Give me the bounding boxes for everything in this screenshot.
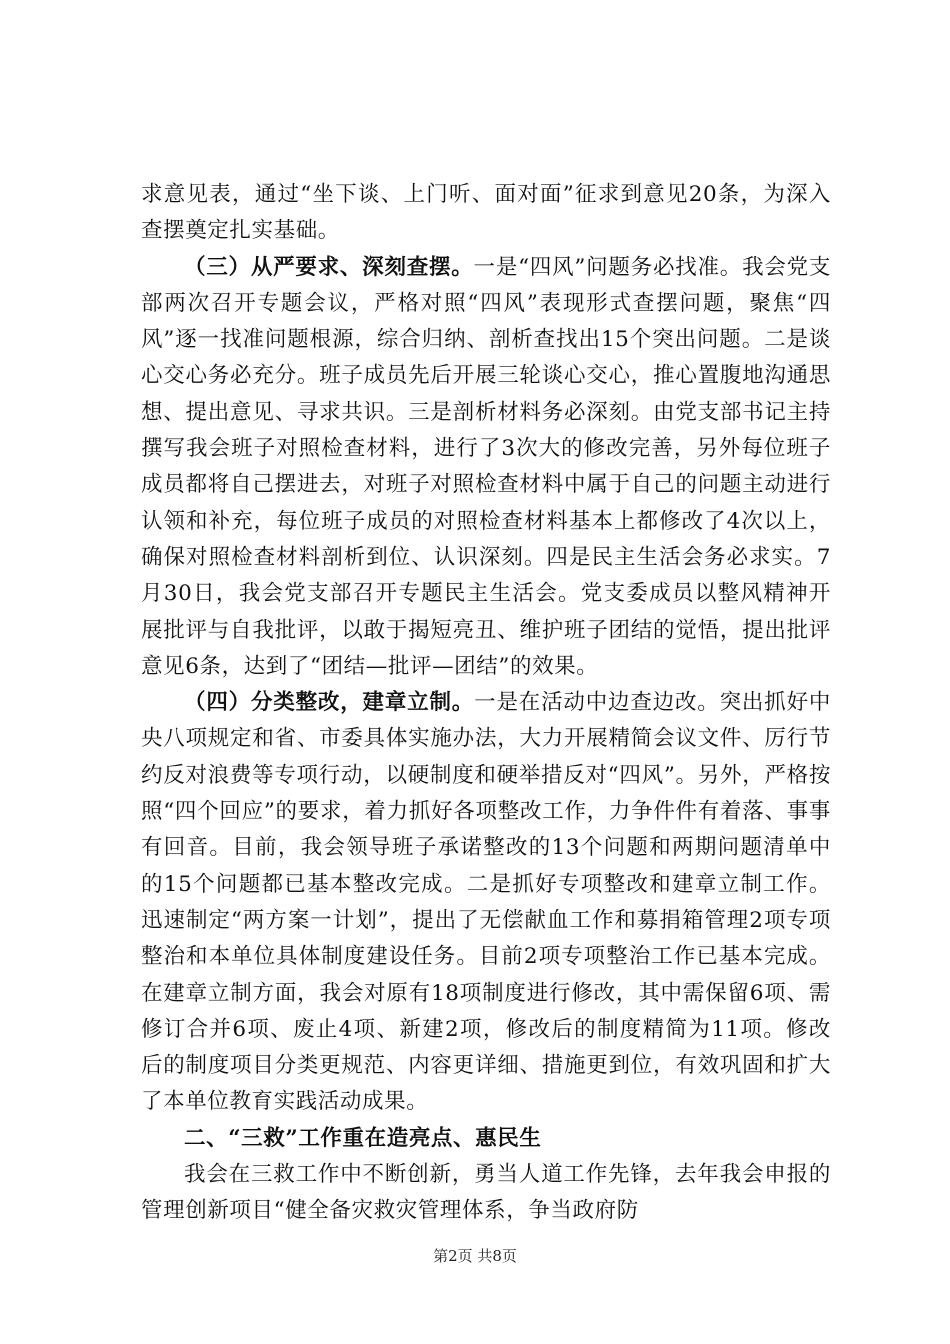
paragraph-continuation: [141, 177, 831, 250]
paragraph-text: 一是在活动中边查边改。突出抓好中央八项规定和省、市委具体实施办法，大力开展精简会议文件、厉行节约反对浪费等专项行动，以硬制度和硬举措反对“四风”。另外，严格按照“四个回应”的要求，着力抓好各项整改工作，力争件件有着落、事事有回音。目前，我会领导班子承诺整改的13个问题和两期问题清单中的15个问题都已基本整改完成。二是抓好专项整改和建章立制工作。迅速制定“两方案一计划”，提出了无偿献血工作和募捐箱管理2项专项整治和本单位具体制度建设任务。目前2项专项整治工作已基本完成。在建章立制方面，我会对原有18项制度进行修改，其中需保留6项、需修订合并6项、废止4项、新建2项，修改后的制度精简为11项。修改后的制度项目分类更规范、内容更详细、措施更到位，有效巩固和扩大了本单位教育实践活动成果。: [141, 690, 831, 1115]
paragraph-section-4: [141, 685, 831, 1121]
section-heading: （四）分类整改，建章立制。: [184, 690, 475, 716]
paragraph-text: 求意见表，通过“坐下谈、上门听、面对面”征求到意见20条，为深入查摆奠定扎实基础。: [141, 182, 831, 244]
paragraph-chapter-2-intro: [141, 1157, 831, 1230]
section-heading: （三）从严要求、深刻查摆。: [184, 254, 474, 280]
chapter-heading: [141, 1121, 831, 1157]
document-body: [141, 177, 831, 1230]
chapter-heading-text: 二、“三救”工作重在造亮点、惠民生: [184, 1125, 542, 1151]
paragraph-text: 我会在三救工作中不断创新，勇当人道工作先锋，去年我会申报的管理创新项目“健全备灾救灾管理体系，争当政府防: [141, 1162, 831, 1224]
paragraph-section-3: [141, 250, 831, 686]
page-number: 第2页 共8页: [433, 1247, 517, 1265]
page-footer: [0, 1245, 950, 1266]
paragraph-text: 一是“四风”问题务必找准。我会党支部两次召开专题会议，严格对照“四风”表现形式查摆问题，聚焦“四风”逐一找准问题根源，综合归纳、剖析查找出15个突出问题。二是谈心交心务必充分。班子成员先后开展三轮谈心交心，推心置腹地沟通思想、提出意见、寻求共识。三是剖析材料务必深刻。由党支部书记主持撰写我会班子对照检查材料，进行了3次大的修改完善，另外每位班子成员都将自己摆进去，对班子对照检查材料中属于自己的问题主动进行认领和补充，每位班子成员的对照检查材料基本上都修改了4次以上，确保对照检查材料剖析到位、认识深刻。四是民主生活会务必求实。7月30日，我会党支部召开专题民主生活会。党支委成员以整风精神开展批评与自我批评，以敢于揭短亮丑、维护班子团结的觉悟，提出批评意见6条，达到了“团结—批评—团结”的效果。: [141, 254, 831, 679]
